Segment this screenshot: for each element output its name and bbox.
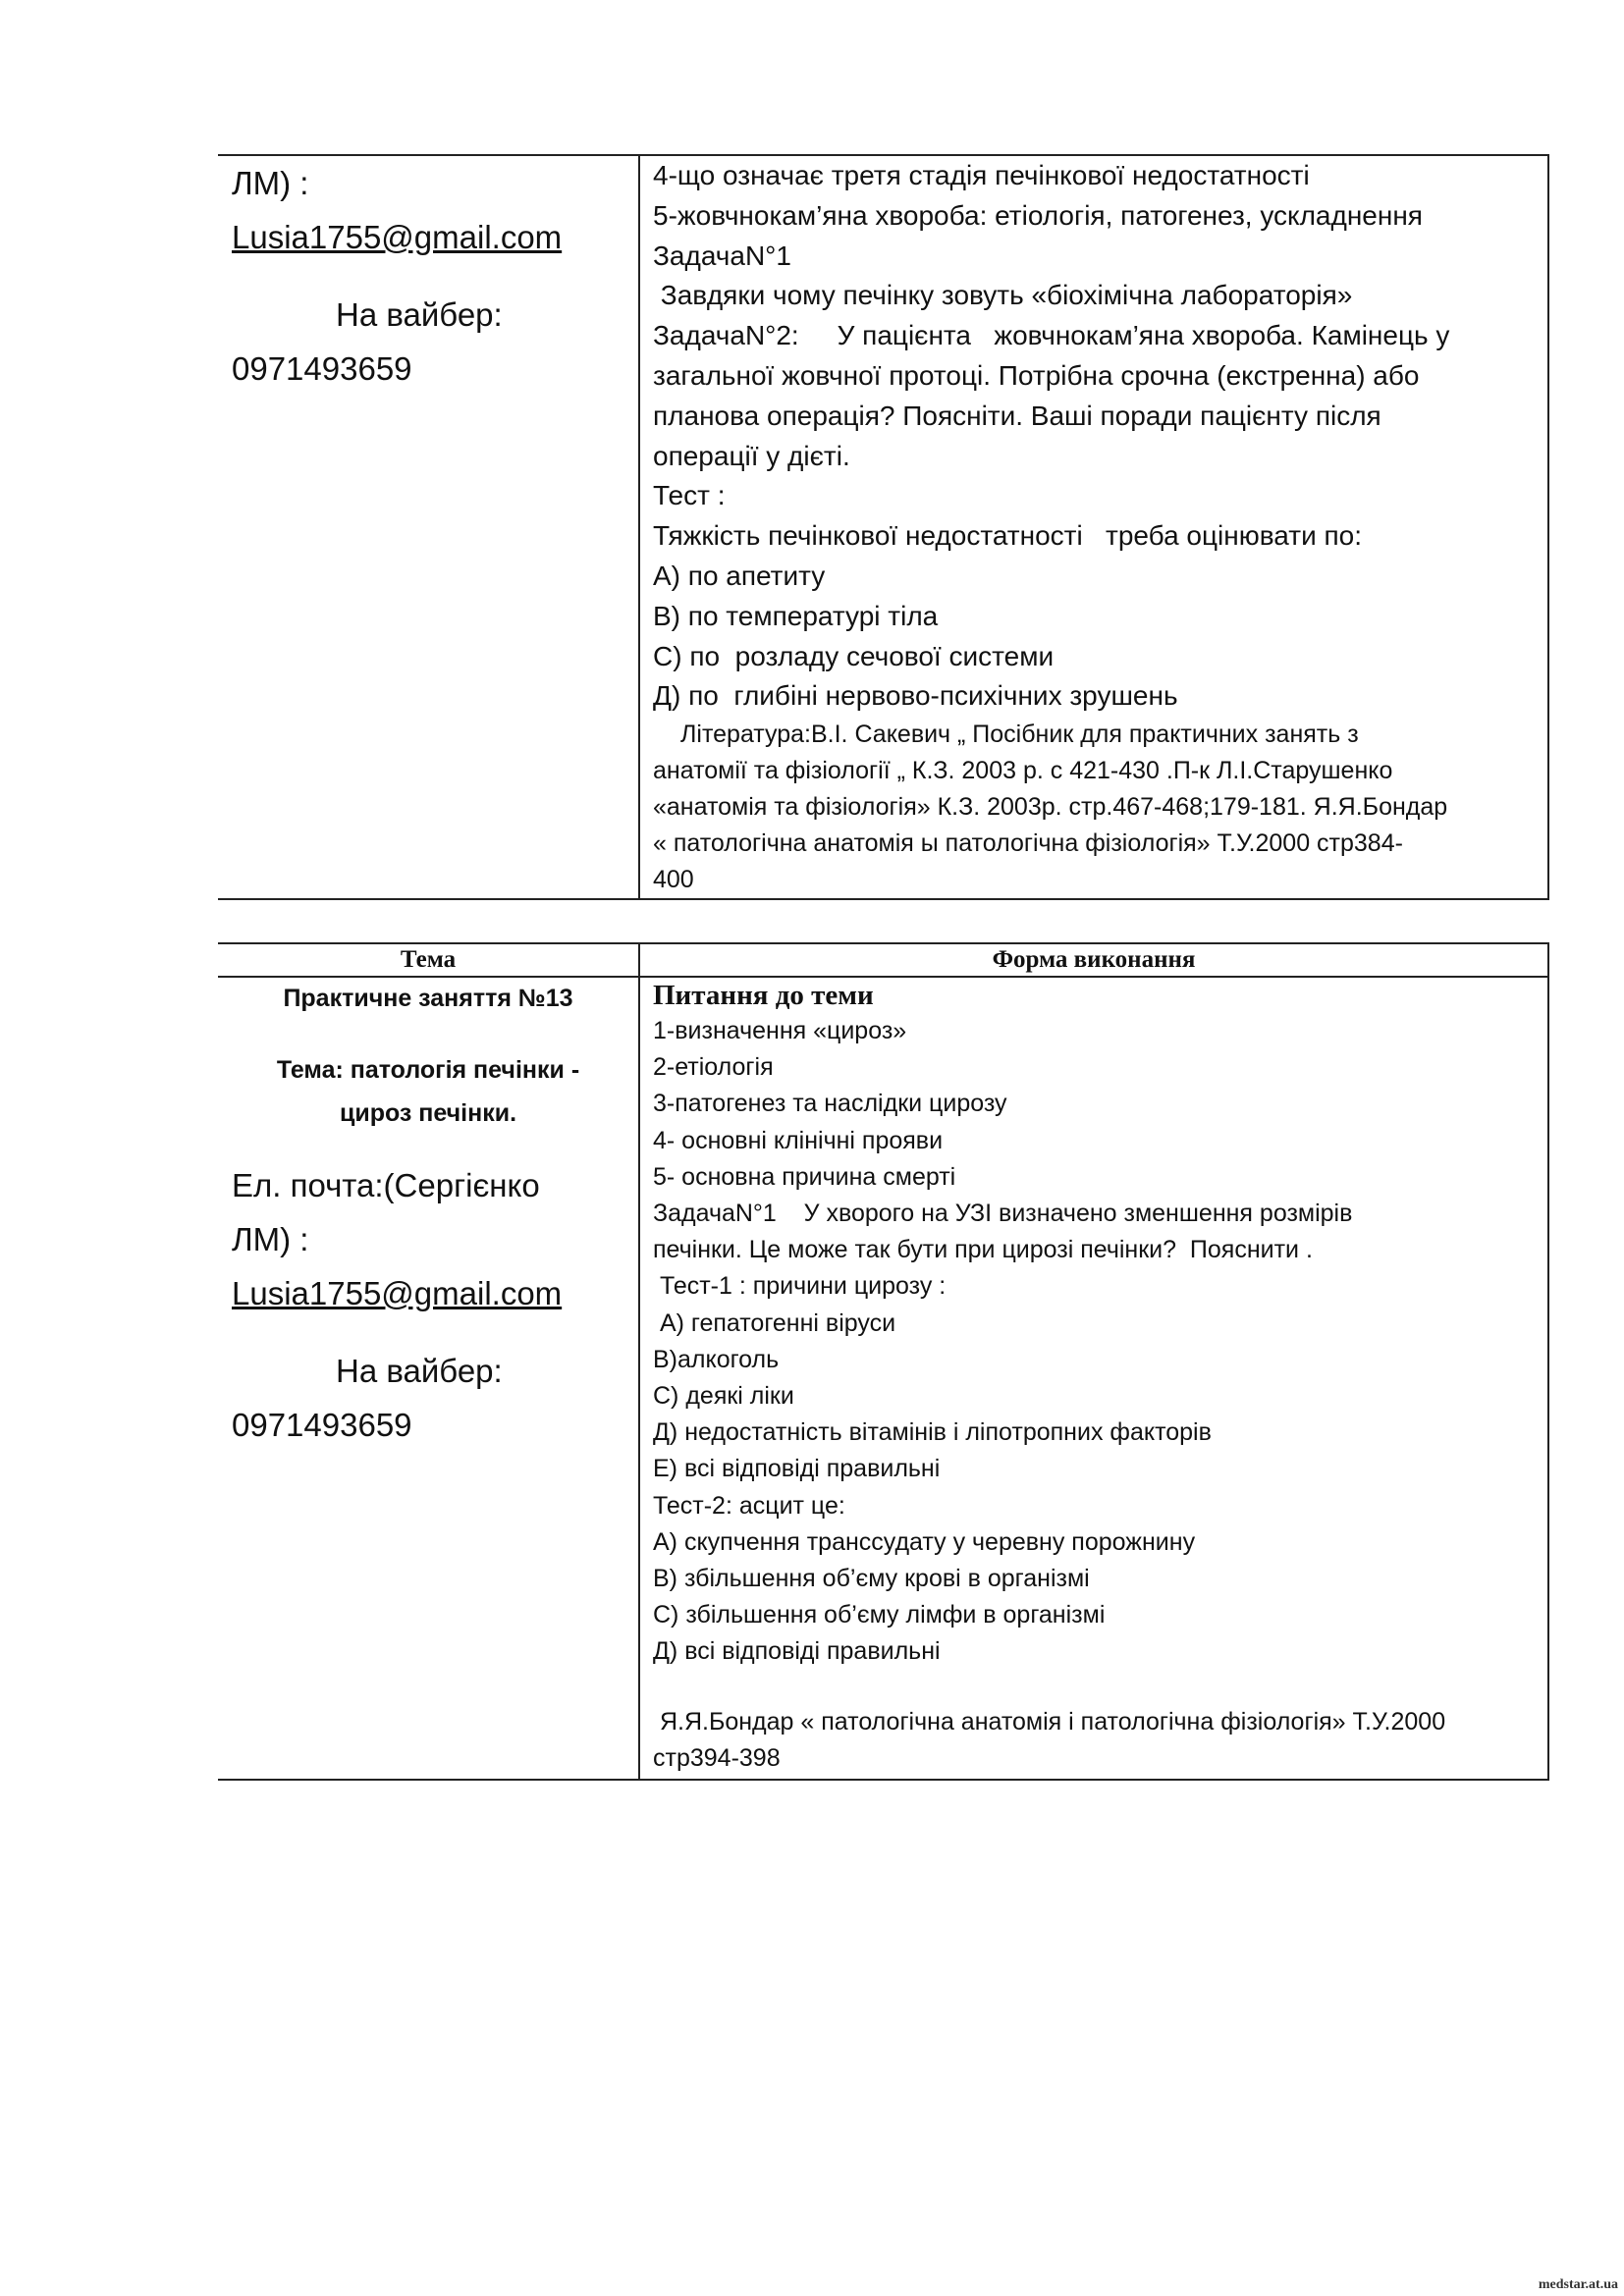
task-line: печінки. Це може так бути при цирозі печінки? Пояснити .	[653, 1236, 1313, 1264]
questions-cell	[639, 977, 1548, 1780]
lesson-info-cell	[218, 977, 639, 1780]
literature	[653, 717, 1547, 898]
task-content-cell	[639, 155, 1548, 899]
task-line: ЗадачаN°2: У пацієнта жовчнокам’яна хвороба. Камінець у	[653, 320, 1450, 351]
test-option: В) по температурі тіла	[653, 600, 939, 631]
question-line: 5- основна причина смерті	[653, 1162, 956, 1191]
test-heading: Тест-2: асцит це:	[653, 1491, 845, 1520]
question-line: 3-патогенез та наслідки цирозу	[653, 1090, 1007, 1118]
literature-line: Я.Я.Бондар « патологічна анатомія і патологічна фізіологія» Т.У.2000	[653, 1707, 1446, 1735]
test-option: Д) недостатність вітамінів і ліпотропних факторів	[653, 1418, 1212, 1447]
email-label: ЛМ) :	[232, 165, 309, 201]
lesson-13-table	[218, 942, 1549, 1781]
test-heading: Тест-1 : причини цирозу :	[653, 1272, 947, 1301]
topic-line: цироз печінки.	[339, 1099, 517, 1127]
viber-label: На вайбер:	[336, 296, 503, 333]
question-line: 1-визначення «цироз»	[653, 1017, 907, 1044]
task-line: планова операція? Поясніти. Ваші поради пацієнту після	[653, 400, 1381, 431]
test-option: Д) по глибіні нервово-психічних зрушень	[653, 680, 1178, 712]
task-line: загальної жовчної протоці. Потрібна срочна (екстренна) або	[653, 359, 1420, 391]
lesson-topic	[218, 1048, 638, 1135]
test-option: А) по апетиту	[653, 560, 826, 591]
test-option: В) збільшення об’єму крові в організмі	[653, 1565, 1090, 1593]
email-link[interactable]: Lusia1755@gmail.com	[232, 1275, 563, 1311]
header-form: Форма виконання	[639, 943, 1548, 977]
task-line: 5-жовчнокам’яна хвороба: етіологія, патогенез, ускладнення	[653, 199, 1423, 231]
literature-line: 400	[653, 866, 694, 894]
assignment-table-continued	[218, 154, 1549, 900]
topic-line: Тема: патологія печінки -	[276, 1056, 580, 1084]
contact-cell	[218, 155, 639, 899]
task-line: ЗадачаN°1 У хворого на УЗІ визначено зменшення розмірів	[653, 1200, 1353, 1228]
test-option: А) скупчення транссудату у черевну порожнину	[653, 1527, 1196, 1556]
header-topic: Тема	[218, 943, 639, 977]
test-option: Д) всі відповіді правильні	[653, 1637, 941, 1666]
email-label: Ел. почта:(Сергієнко	[232, 1167, 540, 1203]
test-option: С) збільшення об’єму лімфи в організмі	[653, 1601, 1106, 1629]
test-option: С) деякі ліки	[653, 1382, 794, 1411]
test-option: С) по розладу сечової системи	[653, 640, 1055, 671]
task-line: Завдяки чому печінку зовуть «біохімічна лабораторія»	[653, 280, 1353, 311]
question-line: 2-етіологія	[653, 1053, 774, 1082]
task-line: операції у дієті.	[653, 440, 850, 471]
viber-label: На вайбер:	[336, 1353, 503, 1389]
test-heading: Тест :	[653, 480, 726, 511]
literature-line: стр394-398	[653, 1743, 781, 1772]
literature-line: Література:В.І. Сакевич „ Посібник для практичних занять з	[680, 721, 1359, 749]
site-watermark: medstar.at.ua	[1538, 2277, 1618, 2292]
test-option: Е) всі відповіді правильні	[653, 1455, 941, 1483]
literature-line: «анатомія та фізіологія» К.З. 2003р. стр.467-468;179-181. Я.Я.Бондар	[653, 793, 1448, 822]
email-label: ЛМ) :	[232, 1221, 309, 1257]
test-option: А) гепатогенні віруси	[653, 1308, 896, 1337]
task-line: 4-що означає третя стадія печінкової недостатності	[653, 160, 1310, 190]
literature-line: анатомії та фізіології „ К.З. 2003 р. с 421-430 .П-к Л.І.Старушенко	[653, 757, 1393, 785]
email-link[interactable]: Lusia1755@gmail.com	[232, 219, 563, 255]
questions-heading: Питання до теми	[653, 980, 874, 1011]
literature-line: « патологічна анатомія ы патологічна фізіологія» Т.У.2000 стр384-	[653, 829, 1403, 858]
phone-number: 0971493659	[232, 350, 412, 387]
task-line: ЗадачаN°1	[653, 240, 791, 271]
question-line: 4- основні клінічні прояви	[653, 1126, 944, 1154]
test-option: В)алкоголь	[653, 1345, 780, 1373]
phone-number: 0971493659	[232, 1407, 412, 1443]
test-question: Тяжкість печінкової недостатності треба оцінювати по:	[653, 520, 1362, 552]
lesson-number: Практичне заняття №13	[283, 985, 573, 1012]
